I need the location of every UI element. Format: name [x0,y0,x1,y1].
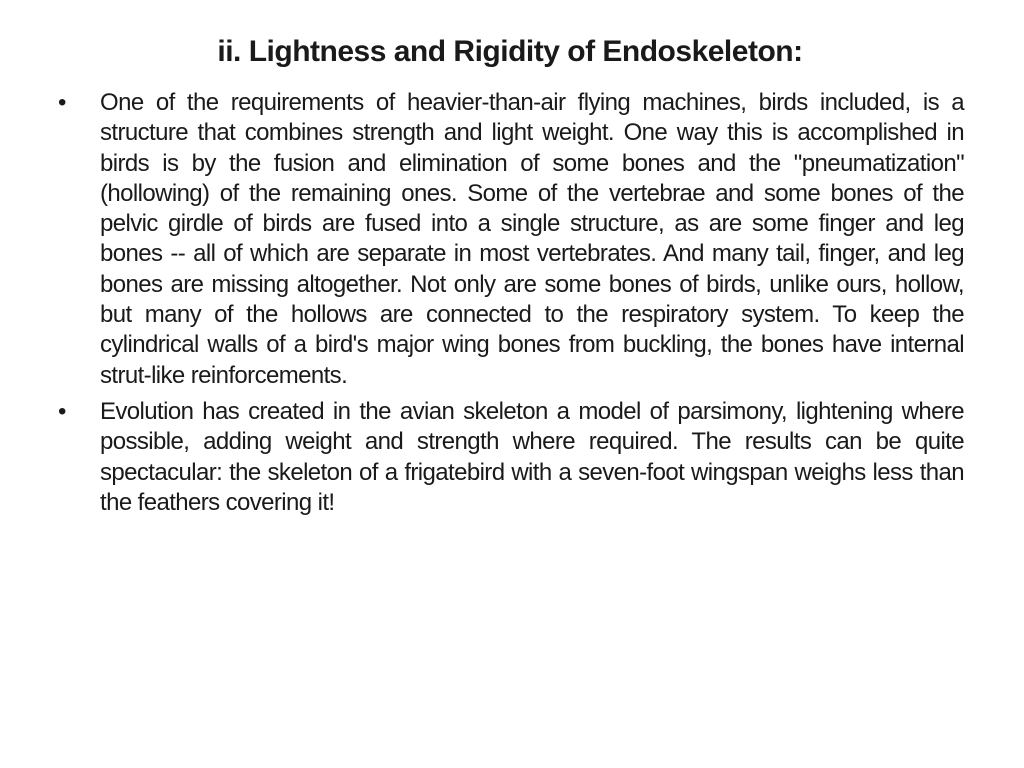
slide-title: ii. Lightness and Rigidity of Endoskeleton: [217,35,803,68]
bullet-text: One of the requirements of heavier-than-air flying machines, birds included, is a structure that combines strength and light weight. One way this is accomplished in birds is by the fusion and elimination of some bones and the "pneumatization" (hollowing) of the remaining ones. Some of the vertebrae and some bones of the pelvic girdle of birds are fused into a single structure, as are some finger and leg bones -- all of which are separate in most vertebrates. And many tail, finger, and leg bones are missing altogether. Not only are some bones of birds, unlike ours, hollow, but many of the hollows are connected to the respiratory system. To keep the cylindrical walls of a bird's major wing bones from buckling, the bones have internal strut-like reinforcements. [100,89,964,389]
bullet-item [58,397,964,518]
bullet-text: Evolution has created in the avian skeleton a model of parsimony, lightening where possible, adding weight and strength where required. The results can be quite spectacular: the skeleton of a frigatebird with a seven-foot wingspan weighs less than the feathers covering it! [100,397,964,516]
bullet-marker: • [58,397,67,425]
bullet-marker: • [58,89,67,116]
bullet-list [58,88,964,524]
bullet-item [58,88,964,391]
